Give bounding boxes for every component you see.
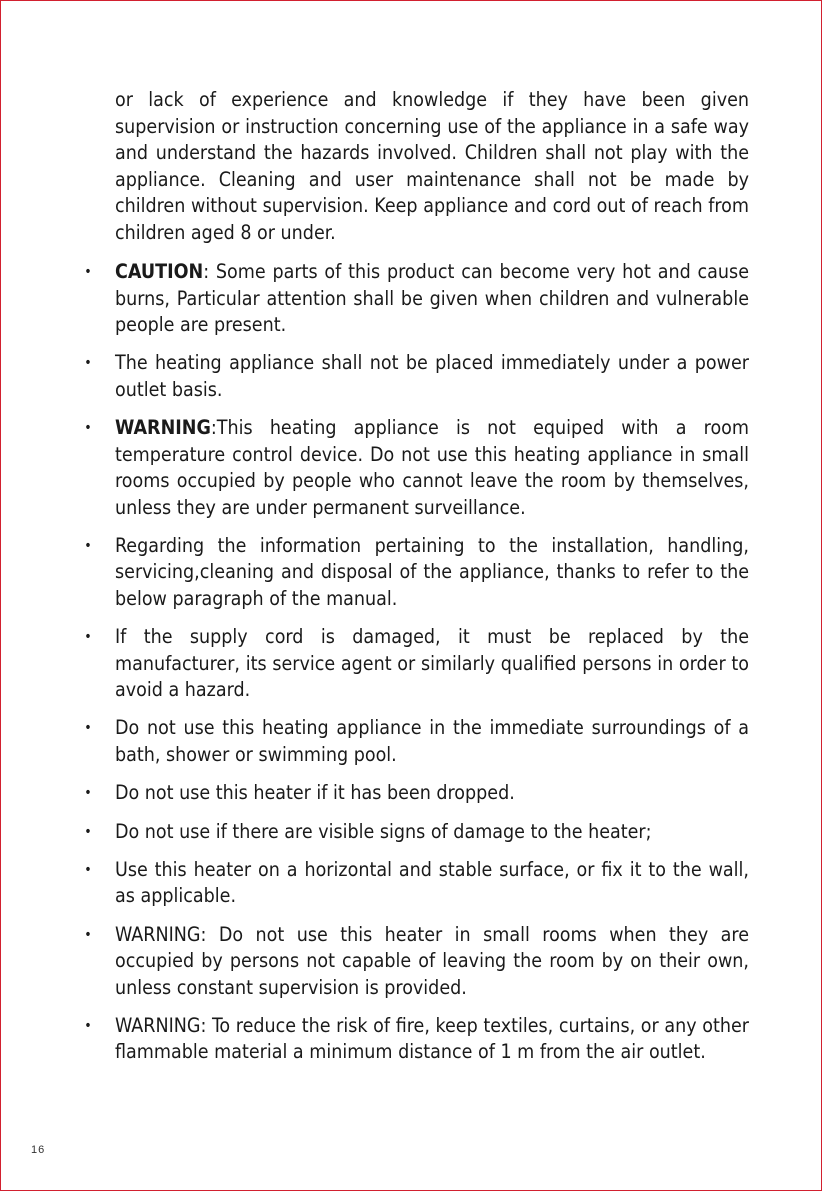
list-item	[84, 922, 749, 1002]
bullet-icon: •	[84, 264, 92, 280]
bullet-icon: •	[84, 720, 92, 737]
list-item-text: : Some parts of this product can become very hot and cause burns, Particular attention shall be given when children and vulnerable people are present.	[115, 260, 749, 336]
bullet-icon: •	[84, 823, 92, 840]
bullet-icon: •	[84, 355, 92, 372]
list-item	[84, 350, 749, 403]
list-item	[84, 780, 749, 807]
list-item	[84, 857, 749, 910]
intro-paragraph: or lack of experience and knowledge if they have been given supervision or instruction concerning use of the appliance in a safe way and understand the hazards involved. Children shall not play with the appliance. Cleaning and user maintenance shall not be made by children without supervision. Keep appliance and cord out of reach from children aged 8 or under.	[115, 88, 749, 244]
list-item-text: Use this heater on a horizontal and stable surface, or fix it to the wall, as applicable.	[115, 857, 749, 908]
bullet-icon: •	[84, 537, 92, 554]
warning-keyword: WARNING	[115, 416, 211, 440]
bullet-icon: •	[84, 629, 92, 646]
safety-instructions-list	[84, 259, 749, 1066]
bullet-icon: •	[84, 861, 92, 878]
list-item-text: Do not use if there are visible signs of damage to the heater;	[115, 819, 652, 843]
list-item-text: :This heating appliance is not equiped with a room temperature control device. Do not use this heating appliance in small rooms occupied by people who cannot leave the room by themselves, unless they are under permanent surveillance.	[115, 416, 749, 519]
list-item	[84, 415, 749, 521]
list-item	[84, 819, 749, 846]
bullet-icon: •	[84, 785, 92, 802]
bullet-icon: •	[84, 420, 92, 437]
list-item	[84, 533, 749, 613]
list-item	[84, 259, 749, 339]
bullet-icon: •	[84, 926, 92, 943]
list-item-text: WARNING: To reduce the risk of fire, keep textiles, curtains, or any other flammable material a minimum distance of 1 m from the air outlet.	[115, 1013, 749, 1064]
list-item	[84, 1013, 749, 1066]
page-number: 16	[31, 1144, 46, 1156]
list-item-text: The heating appliance shall not be placed immediately under a power outlet basis.	[115, 351, 749, 401]
bullet-icon: •	[84, 1017, 92, 1034]
list-item-text: WARNING: Do not use this heater in small rooms when they are occupied by persons not capable of leaving the room by on their own, unless constant supervision is provided.	[115, 922, 749, 999]
page-content	[84, 87, 749, 1078]
list-item-text: Regarding the information pertaining to the installation, handling, servicing,cleaning and disposal of the appliance, thanks to refer to the below paragraph of the manual.	[115, 533, 749, 610]
list-item-text: Do not use this heater if it has been dropped.	[115, 781, 515, 805]
caution-keyword: CAUTION	[115, 260, 204, 283]
list-item	[84, 624, 749, 704]
list-item-text: Do not use this heating appliance in the immediate surroundings of a bath, shower or swimming pool.	[115, 716, 749, 766]
list-item-text: If the supply cord is damaged, it must be replaced by the manufacturer, its service agent or similarly qualified persons in order to avoid a hazard.	[115, 625, 749, 702]
list-item	[84, 715, 749, 768]
